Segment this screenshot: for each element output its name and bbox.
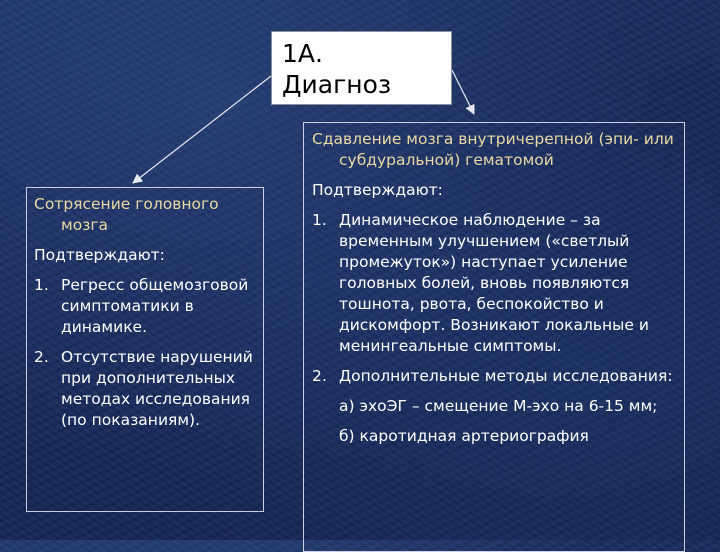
item-number: 1.	[312, 211, 327, 229]
item-number: 2.	[34, 348, 49, 366]
compression-box	[303, 122, 685, 552]
item-text: Дополнительные методы исследования:	[339, 367, 673, 385]
item-text: Регресс общемозговой симптоматики в динамике.	[61, 276, 249, 336]
arrow-to-left-box	[133, 76, 271, 183]
item-number: 1.	[34, 276, 49, 294]
compression-subitem-b: б) каротидная артериография	[339, 427, 589, 445]
compression-subitem-a: а) эхоЭГ – смещение М-эхо на 6-15 мм;	[339, 397, 658, 415]
compression-heading: Сдавление мозга внутричерепной (эпи- или субдуральной) гематомой	[312, 130, 674, 169]
item-text: Отсутствие нарушений при дополнительных методах исследования (по показаниям).	[61, 348, 253, 429]
arrow-to-right-box	[452, 70, 474, 114]
compression-item-2	[312, 366, 676, 387]
concussion-heading: Сотрясение головного мозга	[34, 195, 219, 234]
title-number: 1А.	[282, 39, 323, 68]
concussion-item-1	[34, 275, 256, 338]
compression-item-1	[312, 210, 676, 357]
item-text: Динамическое наблюдение – за временным улучшением («светлый промежуток») наступает усиление головных болей, вновь появляются тошнота, рвота, беспокойство и дискомфорт. Возникают локальные и менингеальные симптомы.	[339, 211, 649, 355]
compression-confirm-label: Подтверждают:	[312, 181, 443, 199]
concussion-box	[26, 187, 264, 512]
concussion-confirm-label: Подтверждают:	[34, 246, 165, 264]
title-text: Диагноз	[282, 70, 392, 99]
concussion-item-2	[34, 347, 256, 431]
diagnosis-title-box	[271, 31, 452, 105]
item-number: 2.	[312, 367, 327, 385]
